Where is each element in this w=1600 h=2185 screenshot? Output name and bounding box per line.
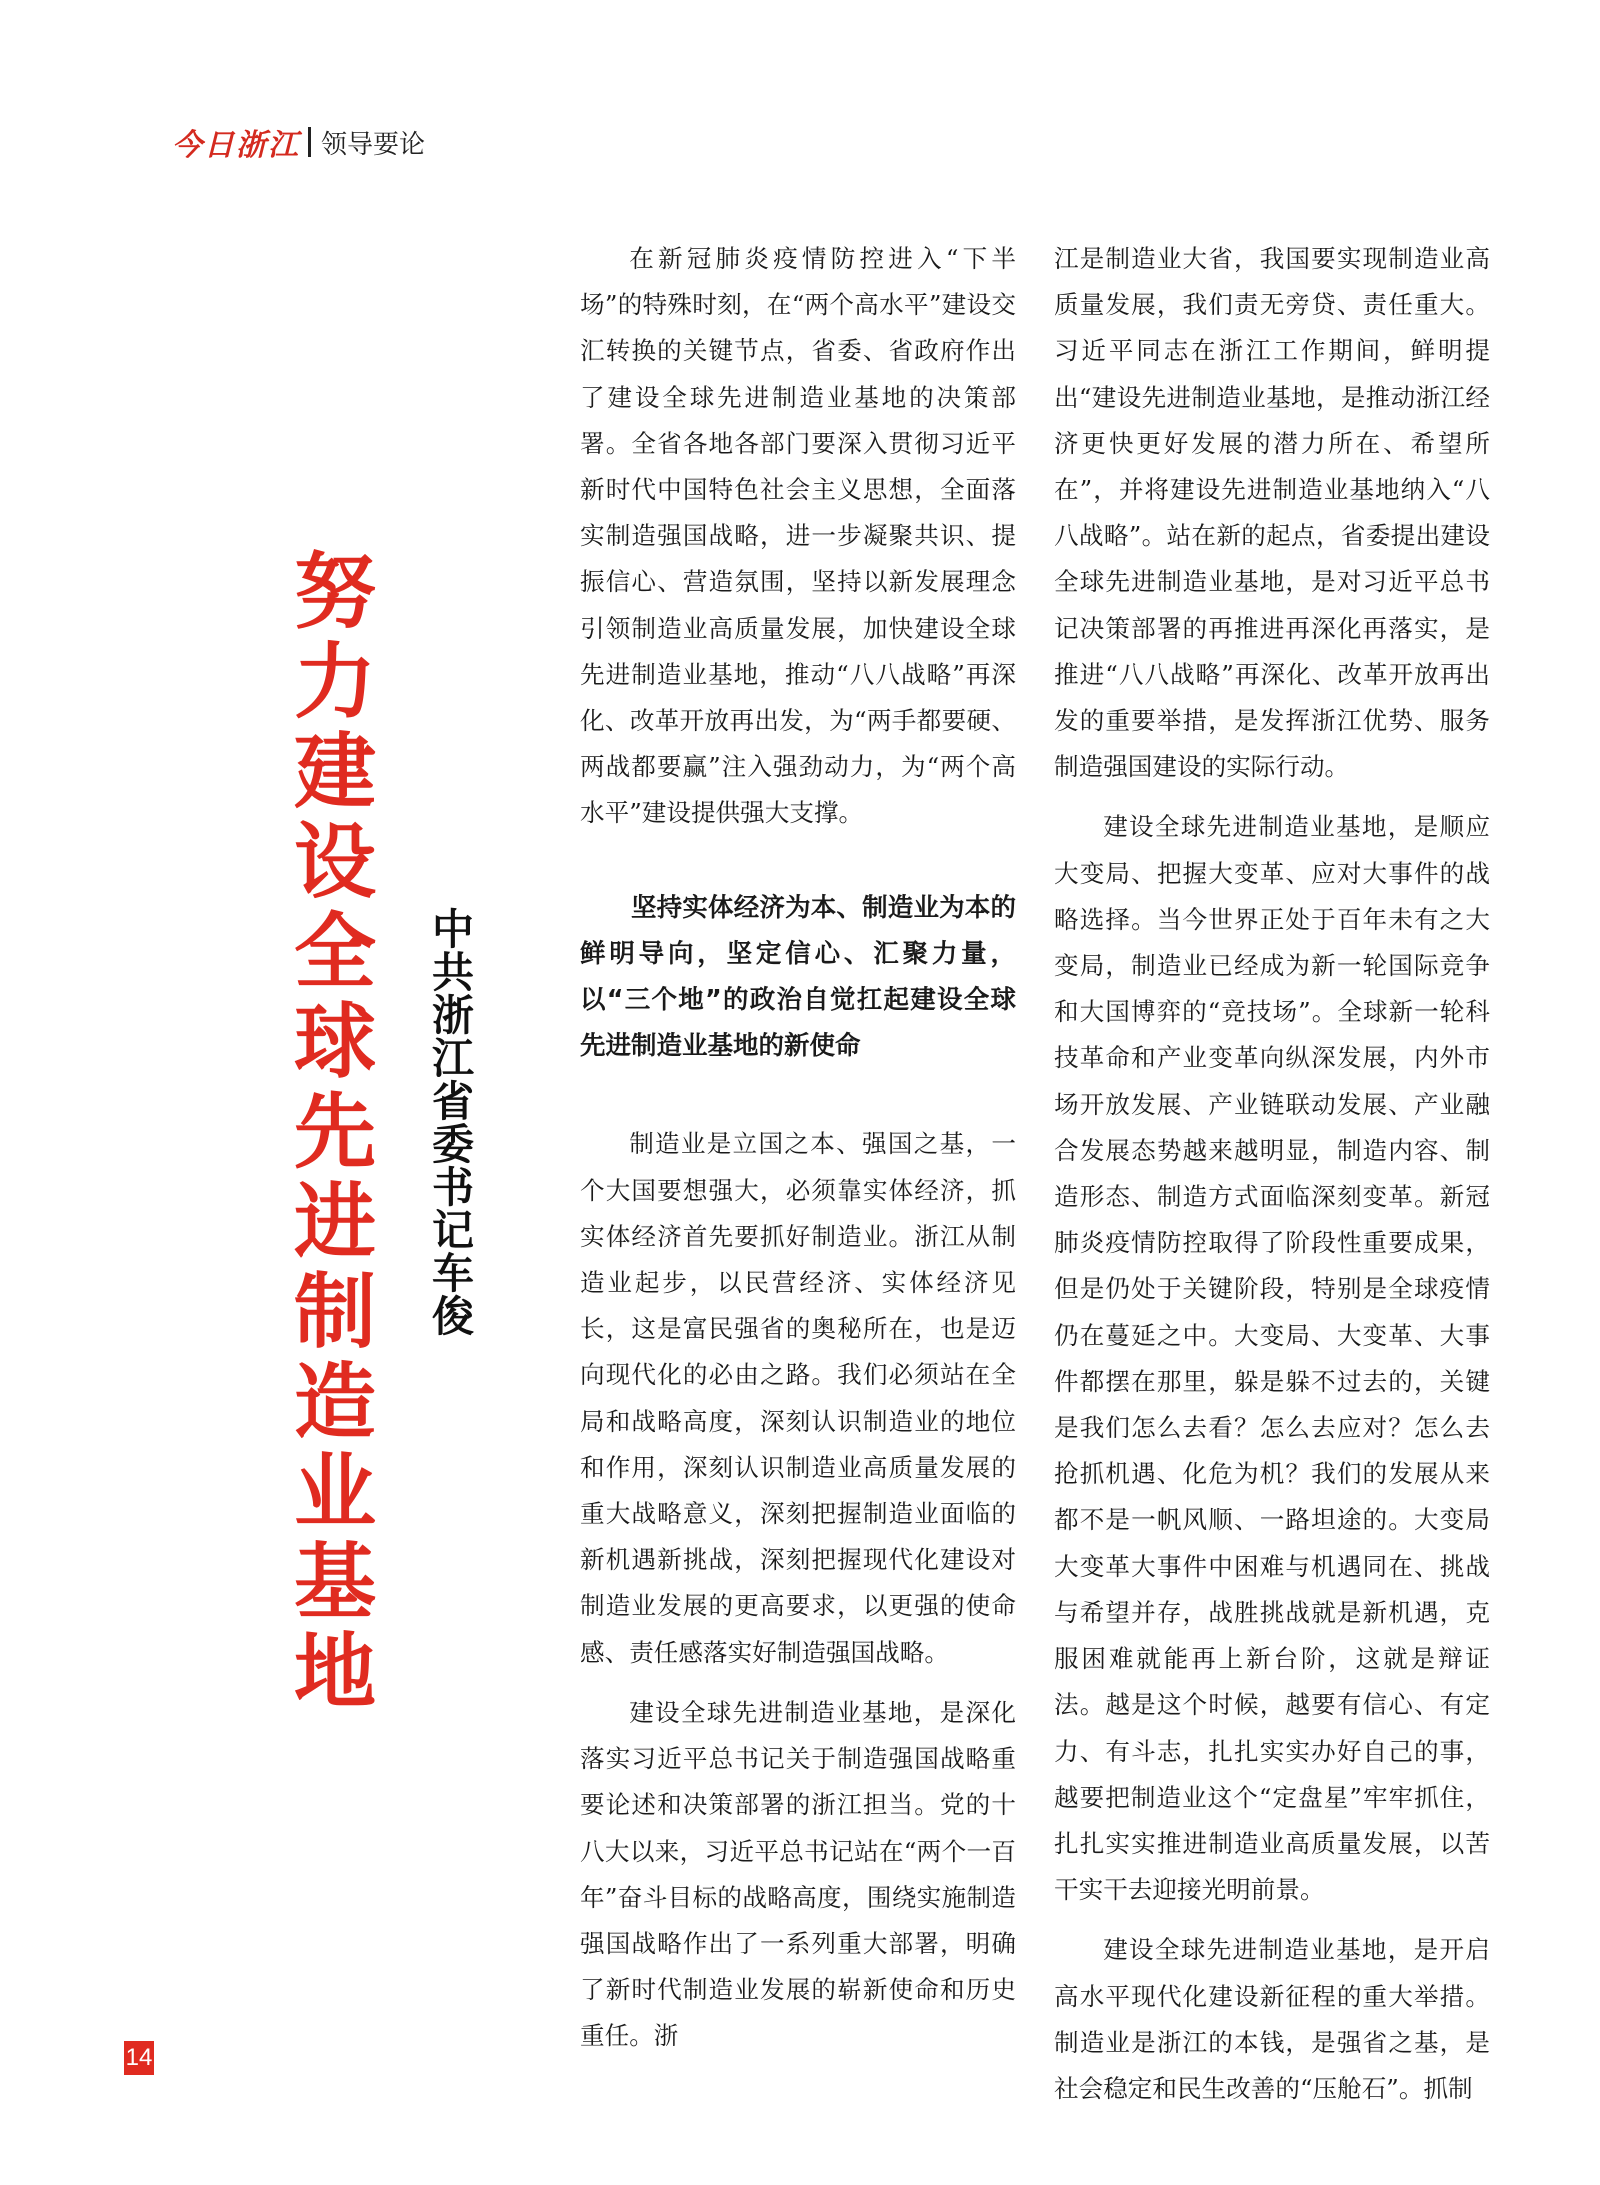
section-heading: 坚持实体经济为本、制造业为本的鲜明导向，坚定信心、汇聚力量，以“三个地”的政治自觉扛起建设全球先进制造业基地的新使命 bbox=[580, 892, 1016, 1062]
paragraph: 建设全球先进制造业基地，是顺应大变局、把握大变革、应对大事件的战略选择。当今世界正处于百年未有之大变局，制造业已经成为新一轮国际竞争和大国博弈的“竞技场”。全球新一轮科技革命和产业变革向纵深发展，内外市场开放发展、产业链联动发展、产业融合发展态势越来越明显，制造内容、制造形态、制造方式面临深刻变革。新冠肺炎疫情防控取得了阶段性重要成果，但是仍处于关键阶段，特别是全球疫情仍在蔓延之中。大变局、大变革、大事件都摆在那里，躲是躲不过去的，关键是我们怎么去看？怎么去应对？怎么去抢抓机遇、化危为机？我们的发展从来都不是一帆风顺、一路坦途的。大变局大变革大事件中困难与机遇同在、挑战与希望并存，战胜挑战就是新机遇，克服困难就能再上新台阶，这就是辩证法。越是这个时候，越要有信心、有定力、有斗志，扎扎实实办好自己的事，越要把制造业这个“定盘星”牢牢抓住，扎扎实实推进制造业高质量发展，以苦干实干去迎接光明前景。 bbox=[1054, 812, 1490, 1905]
paragraph: 建设全球先进制造业基地，是开启高水平现代化建设新征程的重大举措。制造业是浙江的本钱，是强省之基，是社会稳定和民生改善的“压舱石”。抓制 bbox=[1054, 1935, 1490, 2103]
article-title: 努力建设全球先进制造业基地 bbox=[293, 545, 376, 1720]
article-author: 中共浙江省委书记 车 俊 bbox=[431, 905, 474, 1341]
paragraph-intro: 在新冠肺炎疫情防控进入“下半场”的特殊时刻，在“两个高水平”建设交汇转换的关键节点，省委、省政府作出了建设全球先进制造业基地的决策部署。全省各地各部门要深入贯彻习近平新时代中国特色社会主义思想，全面落实制造强国战略，进一步凝聚共识、提振信心、营造氛围，坚持以新发展理念引领制造业高质量发展，加快建设全球先进制造业基地，推动“八八战略”再深化、改革开放再出发，为“两手都要硬、两战都要赢”注入强劲动力，为“两个高水平”建设提供强大支撑。 bbox=[580, 244, 1016, 828]
masthead bbox=[172, 122, 425, 162]
section-label: 领导要论 bbox=[321, 129, 426, 160]
text-column-2 bbox=[1054, 236, 1490, 2112]
paragraph-continued: 江是制造业大省，我国要实现制造业高质量发展，我们责无旁贷、责任重大。习近平同志在浙江工作期间，鲜明提出“建设先进制造业基地，是推动浙江经济更快更好发展的潜力所在、希望所在”，并将建设先进制造业基地纳入“八八战略”。站在新的起点，省委提出建设全球先进制造业基地，是对习近平总书记决策部署的再推进再深化再落实，是推进“八八战略”再深化、改革开放再出发的重要举措，是发挥浙江优势、服务制造强国建设的实际行动。 bbox=[1054, 244, 1490, 782]
paragraph: 制造业是立国之本、强国之基，一个大国要想强大，必须靠实体经济，抓实体经济首先要抓好制造业。浙江从制造业起步，以民营经济、实体经济见长，这是富民强省的奥秘所在，也是迈向现代化的必由之路。我们必须站在全局和战略高度，深刻认识制造业的地位和作用，深刻认识制造业高质量发展的重大战略意义，深刻把握制造业面临的新机遇新挑战，深刻把握现代化建设对制造业发展的更高要求，以更强的使命感、责任感落实好制造强国战略。 bbox=[580, 1129, 1016, 1667]
text-column-1 bbox=[580, 236, 1016, 2060]
paragraph: 建设全球先进制造业基地，是深化落实习近平总书记关于制造强国战略重要论述和决策部署的浙江担当。党的十八大以来，习近平总书记站在“两个一百年”奋斗目标的战略高度，围绕实施制造强国战略作出了一系列重大部署，明确了新时代制造业发展的崭新使命和历史重任。浙 bbox=[580, 1697, 1016, 2051]
magazine-logo: 今日浙江 bbox=[172, 128, 300, 163]
page-number: 14 bbox=[124, 2041, 154, 2075]
header-divider bbox=[308, 127, 311, 157]
